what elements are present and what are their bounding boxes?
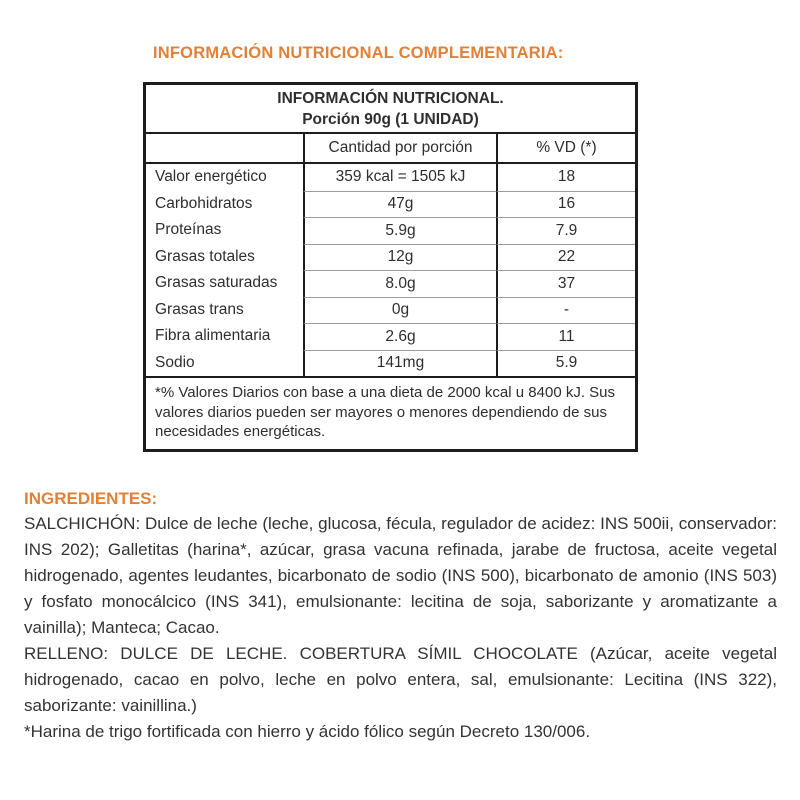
table-header-row bbox=[146, 134, 635, 164]
nutrient-label: Fibra alimentaria bbox=[155, 327, 271, 345]
nutrient-label: Proteínas bbox=[155, 221, 222, 239]
ingredients-relleno-paragraph: RELLENO: DULCE DE LECHE. COBERTURA SÍMIL CHOCOLATE (Azúcar, aceite vegetal hidrogenado, cacao en polvo, leche en polvo entera, sal, emulsionante: Lecitina (INS 322), saborizante: vainillina.) bbox=[24, 644, 777, 715]
table-row bbox=[146, 191, 635, 218]
ingredients-heading: INGREDIENTES: bbox=[24, 489, 158, 508]
amount-cell: 359 kcal = 1505 kJ bbox=[303, 164, 496, 191]
table-row bbox=[146, 217, 635, 244]
vd-cell: 11 bbox=[496, 323, 635, 350]
amount-cell: 47g bbox=[303, 191, 496, 218]
header-percent-dv: % VD (*) bbox=[496, 134, 635, 164]
daily-values-footnote: *% Valores Diarios con base a una dieta de 2000 kcal u 8400 kJ. Sus valores diarios pueden ser mayores o menores dependiendo de sus necesidades energéticas. bbox=[146, 376, 635, 449]
amount-cell: 141mg bbox=[303, 350, 496, 377]
table-row bbox=[146, 323, 635, 350]
vd-cell: 37 bbox=[496, 270, 635, 297]
ingredients-section bbox=[24, 488, 777, 745]
nutrition-facts-table bbox=[143, 82, 638, 452]
amount-cell: 12g bbox=[303, 244, 496, 271]
nutrient-label: Grasas totales bbox=[155, 247, 255, 265]
amount-cell: 5.9g bbox=[303, 217, 496, 244]
vd-cell: 5.9 bbox=[496, 350, 635, 377]
vd-cell: - bbox=[496, 297, 635, 324]
header-amount-per-serving: Cantidad por porción bbox=[303, 134, 496, 164]
amount-cell: 0g bbox=[303, 297, 496, 324]
header-nutrient bbox=[146, 134, 303, 164]
vd-cell: 7.9 bbox=[496, 217, 635, 244]
table-row bbox=[146, 270, 635, 297]
vd-cell: 16 bbox=[496, 191, 635, 218]
table-row bbox=[146, 244, 635, 271]
amount-cell: 2.6g bbox=[303, 323, 496, 350]
table-row bbox=[146, 164, 635, 191]
table-title: INFORMACIÓN NUTRICIONAL. bbox=[277, 90, 504, 107]
table-title-block bbox=[146, 85, 635, 134]
table-row bbox=[146, 297, 635, 324]
nutrient-label: Grasas trans bbox=[155, 300, 244, 318]
table-subtitle: Porción 90g (1 UNIDAD) bbox=[302, 111, 479, 128]
fortified-flour-footnote: *Harina de trigo fortificada con hierro y ácido fólico según Decreto 130/006. bbox=[24, 722, 591, 741]
page-title: INFORMACIÓN NUTRICIONAL COMPLEMENTARIA: bbox=[153, 44, 564, 62]
vd-cell: 22 bbox=[496, 244, 635, 271]
nutrient-label: Sodio bbox=[155, 353, 195, 371]
table-row bbox=[146, 350, 635, 377]
nutrition-grid bbox=[146, 134, 635, 376]
vd-cell: 18 bbox=[496, 164, 635, 191]
nutrient-label: Carbohidratos bbox=[155, 194, 253, 212]
nutrient-label: Grasas saturadas bbox=[155, 274, 278, 292]
ingredients-salchichon-paragraph: SALCHICHÓN: Dulce de leche (leche, glucosa, fécula, regulador de acidez: INS 500ii, conservador: INS 202); Galletitas (harina*, azúcar, grasa vacuna refinada, jarabe de fructosa, aceite vegetal hidrogenado, agentes leudantes, bicarbonato de sodio (INS 500), bicarbonato de amonio (INS 503) y fosfato monocálcico (INS 341), emulsionante: lecitina de soja, saborizante y aromatizante a vainilla); Manteca; Cacao. bbox=[24, 514, 777, 637]
amount-cell: 8.0g bbox=[303, 270, 496, 297]
nutrient-label: Valor energético bbox=[155, 168, 267, 186]
